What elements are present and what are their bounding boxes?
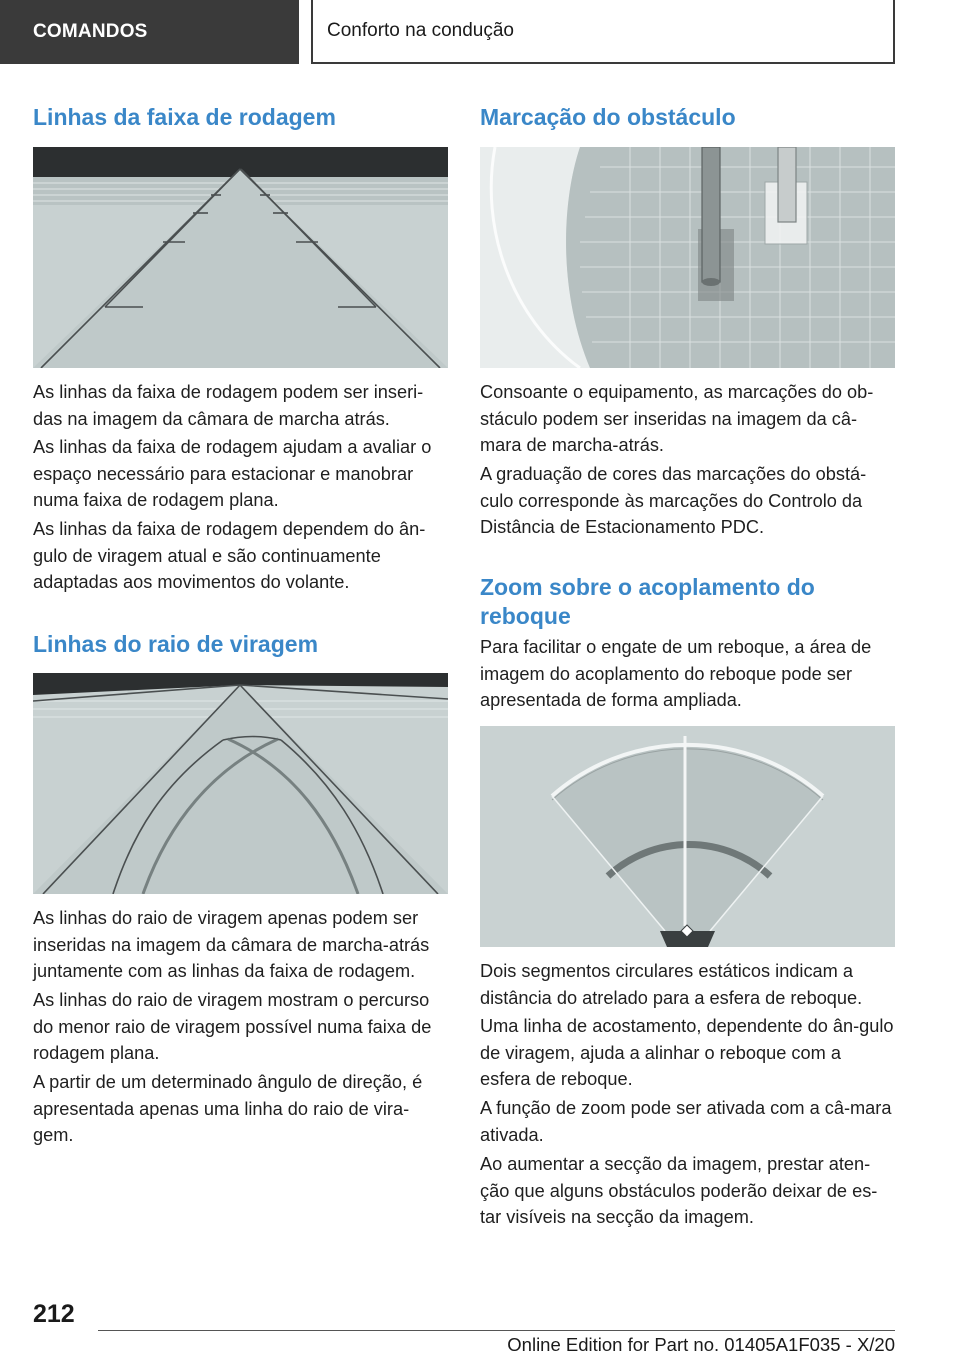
paragraph: A função de zoom pode ser ativada com a câ-mara ativada. [480, 1098, 892, 1145]
heading-trailer-zoom: Zoom sobre o acoplamento do reboque [480, 574, 815, 629]
lane-lines-illustration [33, 147, 448, 368]
paragraph: Dois segmentos circulares estáticos indicam a distância do atrelado para a esfera de reboque. [480, 961, 863, 1008]
paragraph: As linhas da faixa de rodagem dependem do ân-gulo de viragem atual e são continuamente adaptadas aos movimentos do volante. [33, 519, 426, 592]
page-number: 212 [33, 1300, 75, 1328]
heading-lane-lines: Linhas da faixa de rodagem [33, 104, 336, 130]
chapter-header [311, 0, 895, 64]
heading-turning-radius: Linhas do raio de viragem [33, 631, 319, 657]
edition-note: Online Edition for Part no. 01405A1F035 - X/20 [507, 1334, 895, 1355]
paragraph: As linhas da faixa de rodagem ajudam a avaliar o espaço necessário para estacionar e manobrar numa faixa de rodagem plana. [33, 437, 432, 510]
turning-radius-image [33, 673, 448, 894]
paragraph: Uma linha de acostamento, dependente do ân-gulo de viragem, ajuda a alinhar o reboque com a esfera de reboque. [480, 1016, 894, 1089]
paragraph: Para facilitar o engate de um reboque, a área de imagem do acoplamento do reboque pode ser apresentada de forma ampliada. [480, 637, 872, 710]
footer-rule [98, 1330, 895, 1331]
trailer-zoom-image [480, 726, 895, 947]
paragraph: As linhas do raio de viragem mostram o percurso do menor raio de viragem possível numa faixa de rodagem plana. [33, 990, 432, 1063]
chapter-title: Conforto na condução [327, 20, 514, 41]
paragraph: Consoante o equipamento, as marcações do ob-stáculo podem ser inseridas na imagem da câ-mara de marcha-atrás. [480, 382, 874, 455]
heading-obstacle-marking: Marcação do obstáculo [480, 104, 736, 130]
obstacle-marking-image [480, 147, 895, 368]
paragraph: A partir de um determinado ângulo de direção, é apresentada apenas uma linha do raio de vira-gem. [33, 1072, 423, 1145]
section-tab [0, 0, 299, 64]
paragraph: A graduação de cores das marcações do obstá-culo corresponde às marcações do Controlo da Distância de Estacionamento PDC. [480, 464, 867, 537]
lane-lines-image [33, 147, 448, 368]
turning-radius-illustration [33, 673, 448, 894]
paragraph: Ao aumentar a secção da imagem, prestar aten-ção que alguns obstáculos poderão deixar de es-tar visíveis na secção da imagem. [480, 1154, 878, 1227]
obstacle-marking-illustration [480, 147, 895, 368]
section-label: COMANDOS [33, 21, 148, 42]
paragraph: As linhas do raio de viragem apenas podem ser inseridas na imagem da câmara de marcha-atrás juntamente com as linhas da faixa de rodagem. [33, 908, 430, 981]
paragraph: As linhas da faixa de rodagem podem ser inseri-das na imagem da câmara de marcha atrás. [33, 382, 424, 429]
trailer-zoom-illustration [480, 726, 895, 947]
